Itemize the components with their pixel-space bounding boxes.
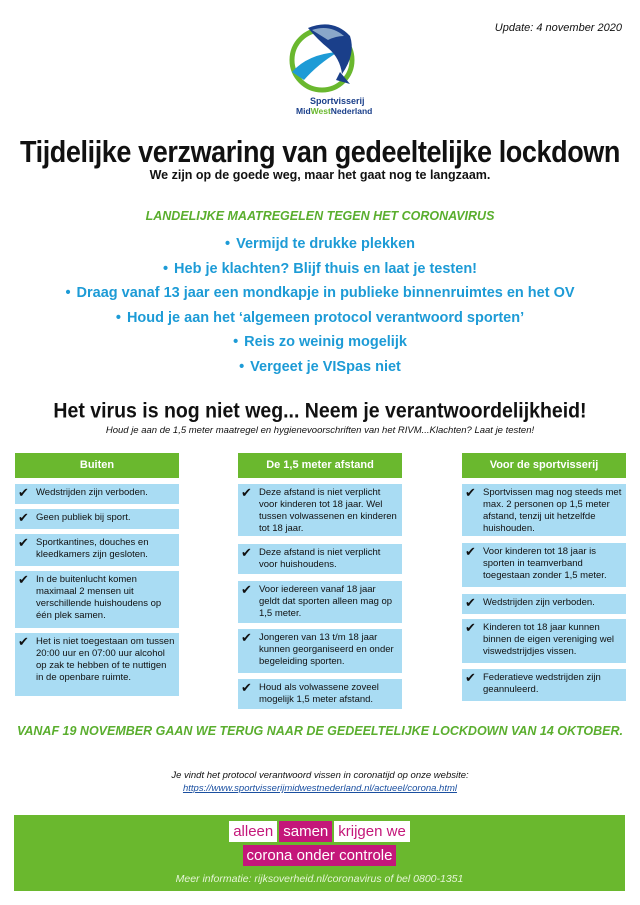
page-subtitle: We zijn op de goede weg, maar het gaat nog te langzaam. bbox=[149, 168, 491, 182]
rule-item: ✔ Kinderen tot 18 jaar kunnen binnen de eigen vereniging wel viswedstrijdjes vissen. bbox=[462, 619, 626, 663]
rule-item: ✔ Het is niet toegestaan om tussen 20:00 uur en 07:00 uur alcohol op zak te hebben of te nuttigen in de openbare ruimte. bbox=[15, 633, 179, 696]
bullet-dot-icon: • bbox=[162, 260, 169, 277]
checkmark-icon: ✔ bbox=[18, 572, 29, 587]
rule-item: ✔ Deze afstand is niet verplicht voor kinderen tot 18 jaar. Wel tussen volwassenen en kinderen tot 18 jaar. bbox=[238, 484, 402, 536]
virus-subtext: Houd je aan de 1,5 meter maatregel en hygienevoorschriften van het RIVM...Klachten? Laat je testen! bbox=[105, 425, 535, 436]
fish-logo-icon bbox=[278, 14, 368, 96]
checkmark-icon: ✔ bbox=[241, 630, 252, 645]
footer-banner bbox=[14, 815, 625, 891]
slogan-word: samen bbox=[279, 821, 332, 842]
checkmark-icon: ✔ bbox=[465, 620, 476, 635]
bullet-dot-icon: • bbox=[115, 309, 121, 326]
measure-item: • Draag vanaf 13 jaar een mondkapje in publieke binnenruimtes en het OV bbox=[65, 285, 575, 301]
slogan-line1 bbox=[14, 821, 625, 842]
column-sportvisserij bbox=[462, 453, 626, 703]
checkmark-icon: ✔ bbox=[18, 485, 29, 500]
checkmark-icon: ✔ bbox=[241, 485, 252, 500]
page-title: Tijdelijke verzwaring van gedeeltelijke lockdown bbox=[19, 135, 621, 169]
measure-item: • Heb je klachten? Blijf thuis en laat je testen! bbox=[162, 260, 478, 277]
rule-item: ✔ Houd als volwassene zoveel mogelijk 1,5 meter afstand. bbox=[238, 679, 402, 709]
virus-heading: Het virus is nog niet weg... Neem je verantwoordelijkheid! bbox=[53, 398, 587, 424]
more-info: Meer informatie: rijksoverheid.nl/coronavirus of bel 0800-1351 bbox=[175, 873, 464, 885]
rule-item: ✔ Federatieve wedstrijden zijn geannuleerd. bbox=[462, 669, 626, 701]
protocol-text: Je vindt het protocol verantwoord vissen in coronatijd op onze website: bbox=[171, 770, 469, 781]
measure-item: • Vermijd te drukke plekken bbox=[225, 236, 415, 252]
logo-name-line2: MidWestNederland bbox=[296, 106, 373, 116]
measure-item: • Houd je aan het ‘algemeen protocol verantwoord sporten’ bbox=[115, 309, 525, 326]
rule-item: ✔ Voor kinderen tot 18 jaar is sporten in teamverband toegestaan zonder 1,5 meter. bbox=[462, 543, 626, 587]
rule-item: ✔ In de buitenlucht komen maximaal 2 mensen uit verschillende huishoudens op één plek samen. bbox=[15, 571, 179, 628]
slogan-word: corona onder controle bbox=[243, 845, 397, 866]
protocol-link[interactable]: https://www.sportvisserijmidwestnederland.nl/actueel/corona.html bbox=[182, 783, 458, 794]
rule-item: ✔ Sportkantines, douches en kleedkamers zijn gesloten. bbox=[15, 534, 179, 566]
checkmark-icon: ✔ bbox=[465, 544, 476, 559]
bullet-dot-icon: • bbox=[65, 285, 71, 301]
logo-name-line1: Sportvisserij bbox=[310, 96, 365, 106]
club-logo bbox=[270, 14, 380, 118]
rule-item: ✔ Voor iedereen vanaf 18 jaar geldt dat sporten alleen mag op 1,5 meter. bbox=[238, 581, 402, 623]
checkmark-icon: ✔ bbox=[241, 545, 252, 560]
november-notice: VANAF 19 NOVEMBER GAAN WE TERUG NAAR DE GEDEELTELIJKE LOCKDOWN VAN 14 OKTOBER. bbox=[16, 724, 624, 738]
slogan-line2 bbox=[14, 845, 625, 866]
checkmark-icon: ✔ bbox=[465, 670, 476, 685]
measures-list bbox=[0, 232, 640, 379]
rule-item: ✔ Wedstrijden zijn verboden. bbox=[15, 484, 179, 504]
column-afstand bbox=[238, 453, 402, 713]
checkmark-icon: ✔ bbox=[241, 680, 252, 695]
checkmark-icon: ✔ bbox=[18, 535, 29, 550]
rule-item: ✔ Geen publiek bij sport. bbox=[15, 509, 179, 529]
column-header: Buiten bbox=[15, 453, 179, 478]
rule-item: ✔ Sportvissen mag nog steeds met max. 2 personen op 1,5 meter afstand, tenzij uit hetzelfde huishouden. bbox=[462, 484, 626, 536]
column-header: De 1,5 meter afstand bbox=[238, 453, 402, 478]
column-buiten bbox=[15, 453, 179, 703]
checkmark-icon: ✔ bbox=[241, 582, 252, 597]
measure-item: • Reis zo weinig mogelijk bbox=[233, 334, 407, 350]
checkmark-icon: ✔ bbox=[465, 485, 476, 500]
column-header: Voor de sportvisserij bbox=[462, 453, 626, 478]
bullet-dot-icon: • bbox=[225, 236, 231, 252]
checkmark-icon: ✔ bbox=[18, 634, 29, 649]
checkmark-icon: ✔ bbox=[465, 595, 476, 610]
national-measures-heading: LANDELIJKE MAATREGELEN TEGEN HET CORONAVIRUS bbox=[145, 209, 495, 223]
measure-item: • Vergeet je VISpas niet bbox=[239, 358, 401, 375]
rule-item: ✔ Wedstrijden zijn verboden. bbox=[462, 594, 626, 614]
slogan-word: alleen bbox=[229, 821, 277, 842]
bullet-dot-icon: • bbox=[239, 358, 245, 375]
checkmark-icon: ✔ bbox=[18, 510, 29, 525]
slogan-word: krijgen we bbox=[334, 821, 410, 842]
bullet-dot-icon: • bbox=[233, 334, 239, 350]
rule-item: ✔ Deze afstand is niet verplicht voor huishoudens. bbox=[238, 544, 402, 574]
rule-item: ✔ Jongeren van 13 t/m 18 jaar kunnen georganiseerd en onder begeleiding sporten. bbox=[238, 629, 402, 673]
update-date: Update: 4 november 2020 bbox=[494, 22, 622, 34]
